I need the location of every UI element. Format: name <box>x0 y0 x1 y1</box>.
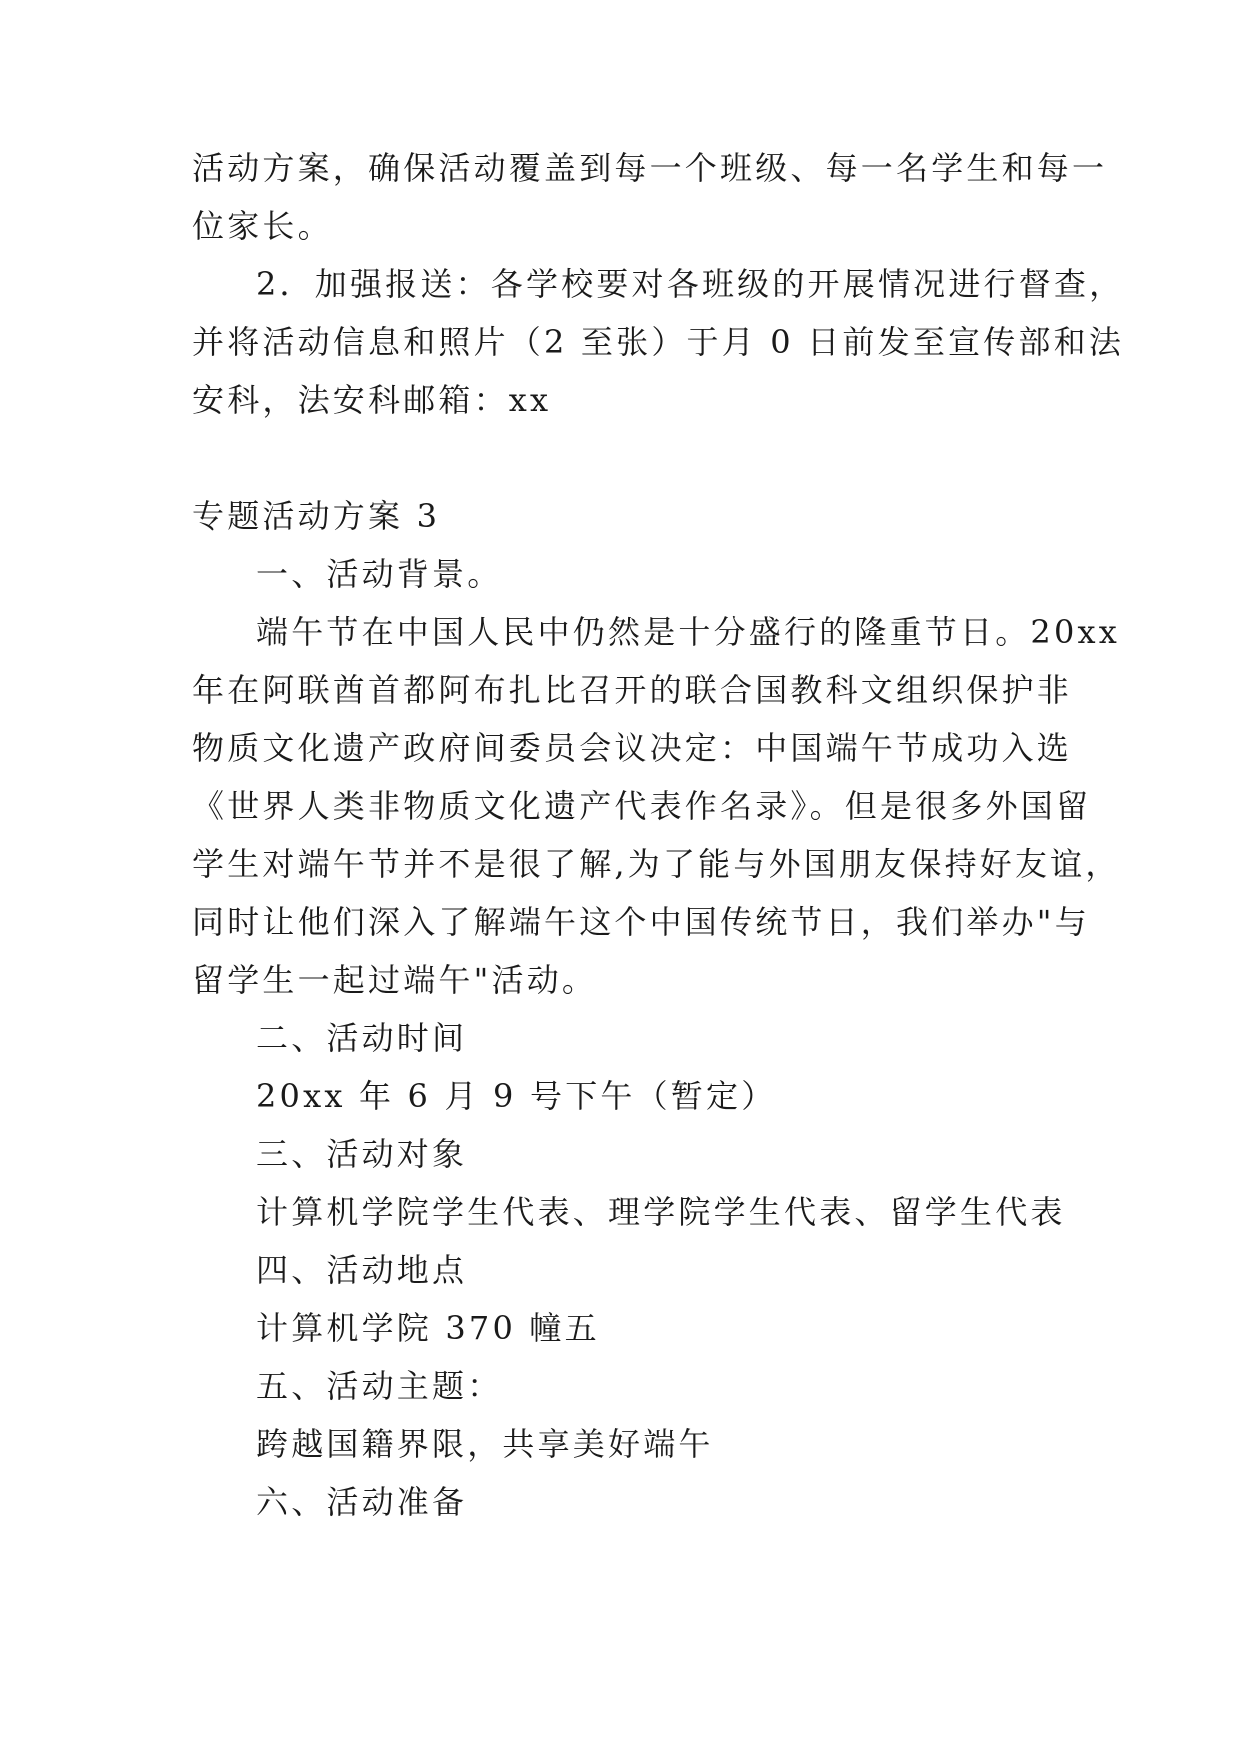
target-value: 计算机学院学生代表、理学院学生代表、留学生代表 <box>256 1193 1066 1231</box>
paragraph-line: 活动方案，确保活动覆盖到每一个班级、每一名学生和每一 <box>192 149 1108 187</box>
background-line: 同时让他们深入了解端午这个中国传统节日，我们举办"与 <box>192 903 1090 941</box>
theme-value: 跨越国籍界限，共享美好端午 <box>256 1425 714 1463</box>
background-line: 《世界人类非物质文化遗产代表作名录》。但是很多外国留 <box>192 787 1092 825</box>
section-title: 专题活动方案 3 <box>192 497 441 535</box>
prep-heading: 六、活动准备 <box>256 1483 468 1521</box>
time-heading: 二、活动时间 <box>256 1019 468 1057</box>
background-line: 物质文化遗产政府间委员会议决定：中国端午节成功入选 <box>192 729 1073 767</box>
background-line: 端午节在中国人民中仍然是十分盛行的隆重节日。20xx <box>256 613 1121 651</box>
background-heading: 一、活动背景。 <box>256 555 503 593</box>
location-heading: 四、活动地点 <box>256 1251 468 1289</box>
theme-heading: 五、活动主题： <box>256 1367 503 1405</box>
target-heading: 三、活动对象 <box>256 1135 468 1173</box>
paragraph-line: 并将活动信息和照片（2 至张）于月 0 日前发至宣传部和法 <box>192 323 1125 361</box>
background-line: 学生对端午节并不是很了解,为了能与外国朋友保持好友谊， <box>192 845 1121 883</box>
location-value: 计算机学院 370 幢五 <box>256 1309 600 1347</box>
paragraph-line: 2．加强报送：各学校要对各班级的开展情况进行督查， <box>256 265 1125 303</box>
paragraph-line: 位家长。 <box>192 207 333 245</box>
time-value: 20xx 年 6 月 9 号下午（暂定） <box>256 1077 777 1115</box>
background-line: 年在阿联酋首都阿布扎比召开的联合国教科文组织保护非 <box>192 671 1073 709</box>
paragraph-line: 安科，法安科邮箱：xx <box>192 381 552 419</box>
background-line: 留学生一起过端午"活动。 <box>192 961 598 999</box>
